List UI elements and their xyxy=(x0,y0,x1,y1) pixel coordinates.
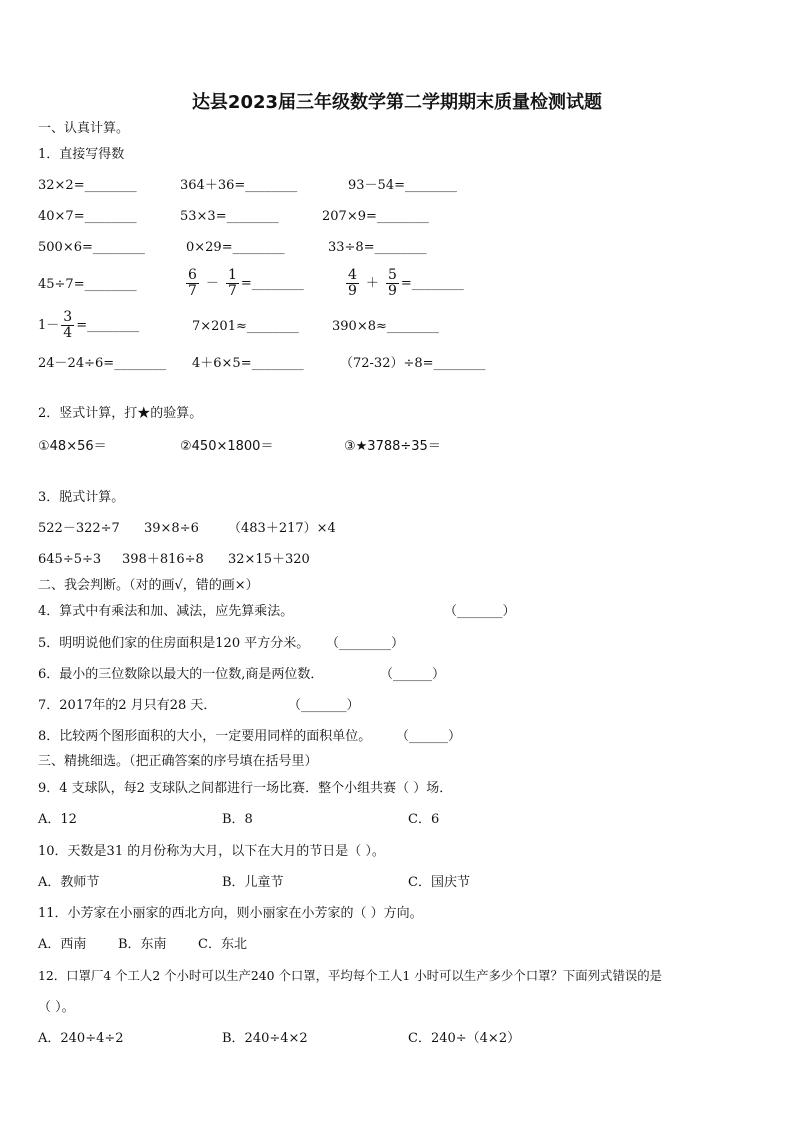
choice-question-stem-continued: （ ）。 xyxy=(38,1000,75,1015)
choice-option-b[interactable]: B．8 xyxy=(222,812,253,827)
fraction xyxy=(226,268,239,299)
judge-question-text: 6．最小的三位数除以最大的一位数,商是两位数． xyxy=(38,667,324,682)
calc-item: 40×7=________ xyxy=(38,209,137,224)
judge-question-text: 8．比较两个图形面积的大小，一定要用同样的面积单位。 xyxy=(38,729,372,744)
calc-item: 4＋6×5=________ xyxy=(192,356,304,371)
expression-item: 645÷5÷3 xyxy=(38,552,102,567)
denominator: 7 xyxy=(227,283,237,299)
judge-answer-blank[interactable]: （_______） xyxy=(288,698,360,713)
numerator: 1 xyxy=(227,267,237,283)
choice-option-c[interactable]: C．6 xyxy=(408,812,440,827)
judge-question-text: 4．算式中有乘法和加、减法，应先算乘法。 xyxy=(38,604,294,619)
minuend: 1－ xyxy=(38,318,60,333)
numerator: 3 xyxy=(63,309,73,325)
denominator: 4 xyxy=(63,325,73,341)
expression-item: 398＋816÷8 xyxy=(122,552,204,567)
calc-item: 207×9=________ xyxy=(322,209,429,224)
section-heading-1: 一、认真计算。 xyxy=(38,121,130,136)
fraction xyxy=(386,268,399,299)
fraction xyxy=(61,310,74,341)
vertical-calc-item: ①48×56＝ xyxy=(38,439,107,454)
choice-option-c[interactable]: C．东北 xyxy=(198,937,247,952)
operator: ＋ xyxy=(365,276,379,291)
choice-option-c[interactable]: C．国庆节 xyxy=(408,875,470,890)
calc-item: 93－54=________ xyxy=(348,178,457,193)
calc-item: 500×6=________ xyxy=(38,240,145,255)
calc-item: 24－24÷6=________ xyxy=(38,356,167,371)
vertical-calc-item: ③★3788÷35＝ xyxy=(344,439,441,454)
calc-item: 33÷8=________ xyxy=(328,240,427,255)
denominator: 7 xyxy=(188,283,197,299)
choice-question-stem: 9．4 支球队，每2 支球队之间都进行一场比赛．整个小组共赛（ ）场． xyxy=(38,781,453,796)
expression-item: 39×8÷6 xyxy=(144,521,199,536)
expression-item: （483＋217）×4 xyxy=(228,521,336,536)
judge-question-text: 5．明明说他们家的住房面积是120 平方分米。 xyxy=(38,636,310,651)
calc-item: 45÷7=________ xyxy=(38,277,137,292)
answer-blank: =________ xyxy=(400,276,464,291)
question-3-heading: 3．脱式计算。 xyxy=(38,490,125,505)
denominator: 9 xyxy=(387,283,397,299)
fraction-calc-item xyxy=(184,268,304,299)
calc-item: 53×3=________ xyxy=(180,209,279,224)
judge-answer-blank[interactable]: （________） xyxy=(326,636,405,651)
choice-question-stem: 11．小芳家在小丽家的西北方向，则小丽家在小芳家的（ ）方向。 xyxy=(38,906,423,921)
choice-question-stem: 12．口罩厂4 个工人2 个小时可以生产240 个口罩，平均每个工人1 小时可以生产多少个口罩？下面列式错误的是 xyxy=(38,968,663,983)
expression-item: 32×15＋320 xyxy=(228,552,310,567)
fraction-calc-item xyxy=(38,310,139,341)
choice-option-b[interactable]: B．240÷4×2 xyxy=(222,1031,308,1046)
choice-option-a[interactable]: A．240÷4÷2 xyxy=(38,1031,124,1046)
numerator: 4 xyxy=(348,267,357,283)
choice-option-a[interactable]: A．12 xyxy=(38,812,77,827)
page-title: 达县2023届三年级数学第二学期期末质量检测试题 xyxy=(191,92,603,113)
choice-option-b[interactable]: B．儿童节 xyxy=(222,875,284,890)
numerator: 5 xyxy=(387,267,397,283)
calc-item: 364＋36=________ xyxy=(180,178,298,193)
expression-item: 522－322÷7 xyxy=(38,521,120,536)
vertical-calc-item: ②450×1800＝ xyxy=(180,439,274,454)
choice-question-stem: 10．天数是31 的月份称为大月，以下在大月的节日是（ ）。 xyxy=(38,844,385,859)
choice-option-b[interactable]: B．东南 xyxy=(118,937,167,952)
choice-option-a[interactable]: A．西南 xyxy=(38,937,87,952)
judge-answer-blank[interactable]: （_______） xyxy=(444,604,516,619)
fraction xyxy=(346,268,359,299)
choice-option-c[interactable]: C．240÷（4×2） xyxy=(408,1031,521,1046)
choice-option-a[interactable]: A．教师节 xyxy=(38,875,100,890)
section-heading-2: 二、我会判断。（对的画√，错的画×） xyxy=(38,578,259,593)
judge-question-text: 7．2017年的2 月只有28 天． xyxy=(38,698,217,713)
operator: － xyxy=(205,276,219,291)
question-1-heading: 1．直接写得数 xyxy=(38,147,125,162)
judge-answer-blank[interactable]: （______） xyxy=(396,729,462,744)
calc-item: 390×8≈________ xyxy=(332,319,439,334)
answer-blank: =________ xyxy=(76,318,140,333)
denominator: 9 xyxy=(348,283,357,299)
question-2-heading: 2．竖式计算，打★的验算。 xyxy=(38,406,203,421)
fraction-calc-item xyxy=(344,268,464,299)
calc-item: （72-32）÷8=________ xyxy=(340,356,486,371)
answer-blank: =________ xyxy=(240,276,304,291)
calc-item: 7×201≈________ xyxy=(192,319,299,334)
calc-item: 0×29=________ xyxy=(186,240,285,255)
fraction xyxy=(186,268,199,299)
calc-item: 32×2=________ xyxy=(38,178,137,193)
numerator: 6 xyxy=(188,267,197,283)
section-heading-3: 三、精挑细选。（把正确答案的序号填在括号里） xyxy=(38,754,318,769)
judge-answer-blank[interactable]: （______） xyxy=(380,667,446,682)
